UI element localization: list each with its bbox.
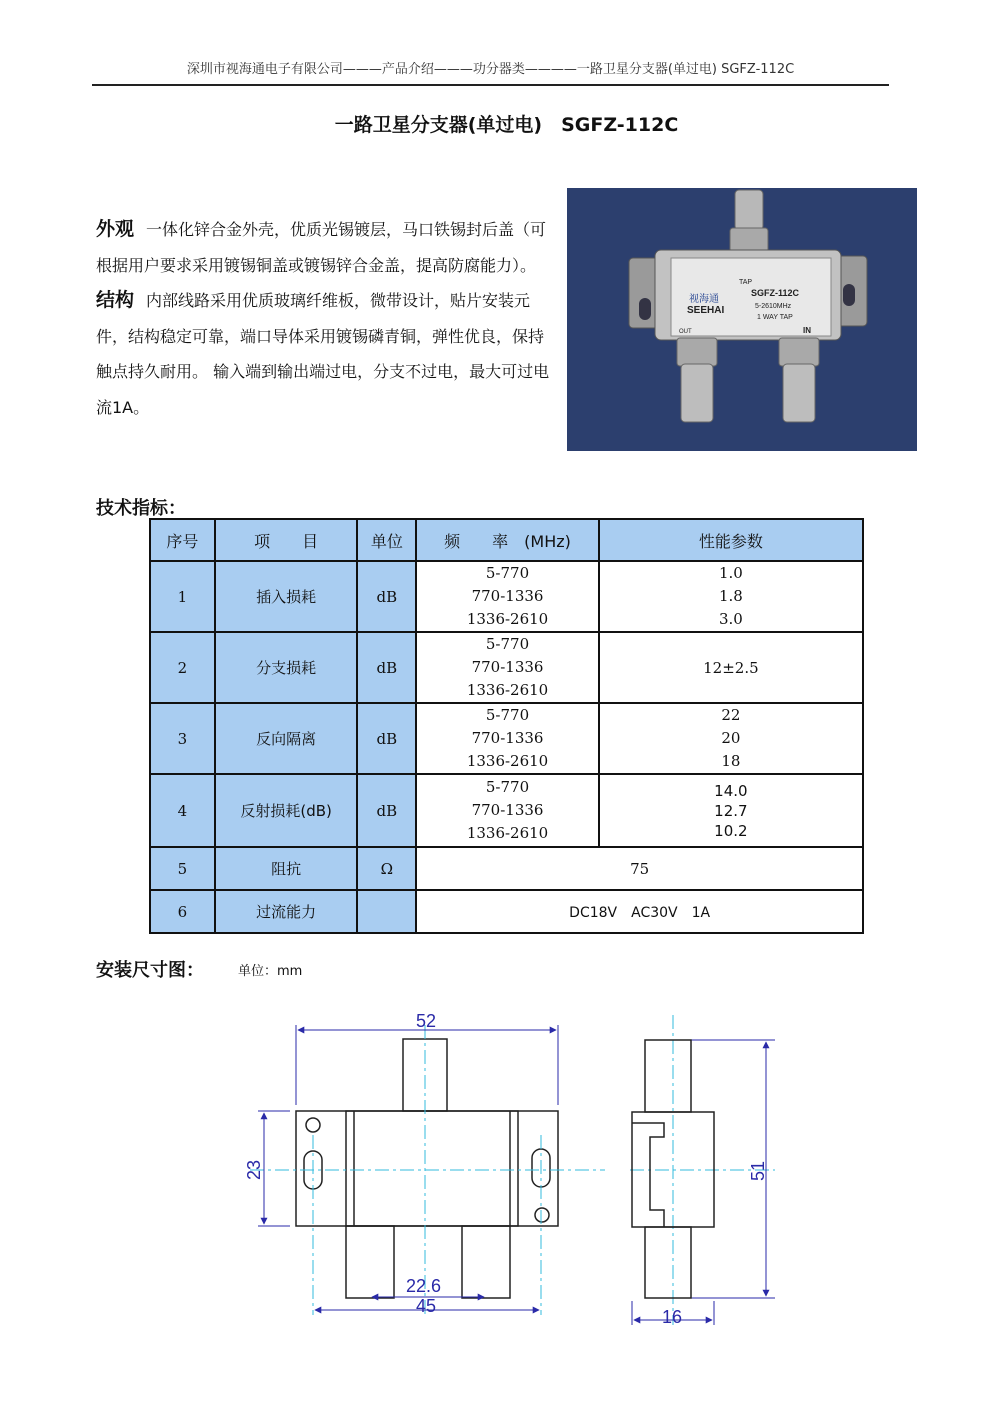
- value-cell: 3.0: [718, 610, 743, 628]
- row-item: 过流能力: [215, 890, 358, 933]
- row-unit: dB: [357, 774, 416, 847]
- install-unit: 单位：mm: [238, 964, 303, 979]
- row-no: 3: [150, 703, 215, 774]
- row-item: 反射损耗(dB): [215, 774, 358, 847]
- freq-cell: 770-1336: [471, 658, 544, 676]
- table-row: [150, 774, 863, 847]
- row-item: 插入损耗: [215, 561, 358, 632]
- appearance-label: 外观: [96, 218, 135, 240]
- value-cell: 12.7: [714, 801, 748, 820]
- label-freq: 5-2610MHz: [755, 303, 792, 310]
- dim-side-width: 16: [662, 1307, 683, 1327]
- label-type: 1 WAY TAP: [757, 314, 793, 321]
- header-unit: 单位: [357, 519, 416, 561]
- table-row: [150, 632, 863, 703]
- header-value: 性能参数: [599, 519, 863, 561]
- freq-cell: 770-1336: [471, 729, 544, 747]
- structure-label: 结构: [96, 289, 135, 311]
- row-values: [599, 774, 863, 847]
- row-no: 1: [150, 561, 215, 632]
- spec-title: 技术指标：: [96, 498, 186, 519]
- label-tap: TAP: [739, 279, 753, 286]
- row-no: 2: [150, 632, 215, 703]
- row-no: 5: [150, 847, 215, 890]
- freq-cell: 770-1336: [471, 801, 544, 819]
- freq-cell: 1336-2610: [466, 824, 549, 842]
- intro-text: [96, 212, 556, 425]
- spec-table: [149, 518, 864, 934]
- dim-side-height: 51: [748, 1160, 768, 1181]
- label-brand-en: SEEHAI: [687, 305, 725, 316]
- row-unit: dB: [357, 703, 416, 774]
- dimension-drawing: [230, 1005, 790, 1339]
- row-unit: [357, 890, 416, 933]
- page-header: 深圳市视海通电子有限公司———产品介绍———功分器类————一路卫星分支器(单过电) SGFZ-112C: [92, 56, 889, 86]
- freq-cell: 5-770: [485, 635, 530, 653]
- value-cell: 1.0: [718, 564, 743, 582]
- freq-cell: 1336-2610: [466, 610, 549, 628]
- structure-paragraph: [96, 283, 556, 425]
- structure-text: 内部线路采用优质玻璃纤维板，微带设计，贴片安装元件，结构稳定可靠，端口导体采用镀锡磷青铜，弹性优良，保持触点持久耐用。 输入端到输出端过电，分支不过电，最大可过电流1A。: [96, 291, 550, 417]
- row-item: 分支损耗: [215, 632, 358, 703]
- value-cell: 18: [721, 752, 741, 770]
- row-freqs: [416, 632, 598, 703]
- table-header-row: [150, 519, 863, 561]
- label-model: SGFZ-112C: [751, 288, 800, 298]
- row-values: [599, 561, 863, 632]
- front-view: [296, 1039, 558, 1298]
- product-photo: [567, 188, 917, 451]
- freq-cell: 1336-2610: [466, 681, 549, 699]
- row-freqs: [416, 561, 598, 632]
- value-cell: 14.0: [714, 781, 748, 800]
- table-row: [150, 561, 863, 632]
- appearance-text: 一体化锌合金外壳，优质光锡镀层，马口铁锡封后盖（可根据用户要求采用镀锡铜盖或镀锡锌合金盖，提高防腐能力）。: [96, 220, 547, 275]
- freq-cell: 770-1336: [471, 587, 544, 605]
- freq-cell: 5-770: [485, 706, 530, 724]
- center-lines: [250, 1015, 775, 1325]
- dim-height: 23: [244, 1159, 264, 1180]
- row-no: 4: [150, 774, 215, 847]
- row-values: 12±2.5: [599, 632, 863, 703]
- value-cell: 22: [721, 706, 741, 724]
- header-freq: 频 率 (MHz): [416, 519, 598, 561]
- table-row: [150, 703, 863, 774]
- dimension-lines: [258, 1025, 775, 1325]
- row-item: 反向隔离: [215, 703, 358, 774]
- dim-base: 45: [416, 1296, 437, 1316]
- value-cell: 10.2: [714, 821, 748, 840]
- value-cell: 1.8: [718, 587, 743, 605]
- dim-hole-spacing: 22.6: [406, 1276, 442, 1296]
- row-merged-value: DC18V AC30V 1A: [416, 890, 863, 933]
- row-merged-value: 75: [416, 847, 863, 890]
- appearance-paragraph: [96, 212, 556, 283]
- row-unit: Ω: [357, 847, 416, 890]
- table-row: [150, 890, 863, 933]
- freq-cell: 1336-2610: [466, 752, 549, 770]
- value-cell: 20: [721, 729, 741, 747]
- table-row: [150, 847, 863, 890]
- row-unit: dB: [357, 561, 416, 632]
- header-item: 项 目: [215, 519, 358, 561]
- row-freqs: [416, 703, 598, 774]
- freq-cell: 5-770: [485, 564, 530, 582]
- dim-width: 52: [416, 1011, 437, 1031]
- install-title: 安装尺寸图：: [96, 960, 204, 981]
- row-item: 阻抗: [215, 847, 358, 890]
- label-in: IN: [803, 326, 811, 335]
- row-unit: dB: [357, 632, 416, 703]
- freq-cell: 5-770: [485, 778, 530, 796]
- row-freqs: [416, 774, 598, 847]
- row-no: 6: [150, 890, 215, 933]
- label-out: OUT: [679, 329, 692, 335]
- row-values: [599, 703, 863, 774]
- label-brand-cn: 视海通: [689, 294, 719, 305]
- header-no: 序号: [150, 519, 215, 561]
- page-title: 一路卫星分支器(单过电) SGFZ-112C: [334, 114, 679, 136]
